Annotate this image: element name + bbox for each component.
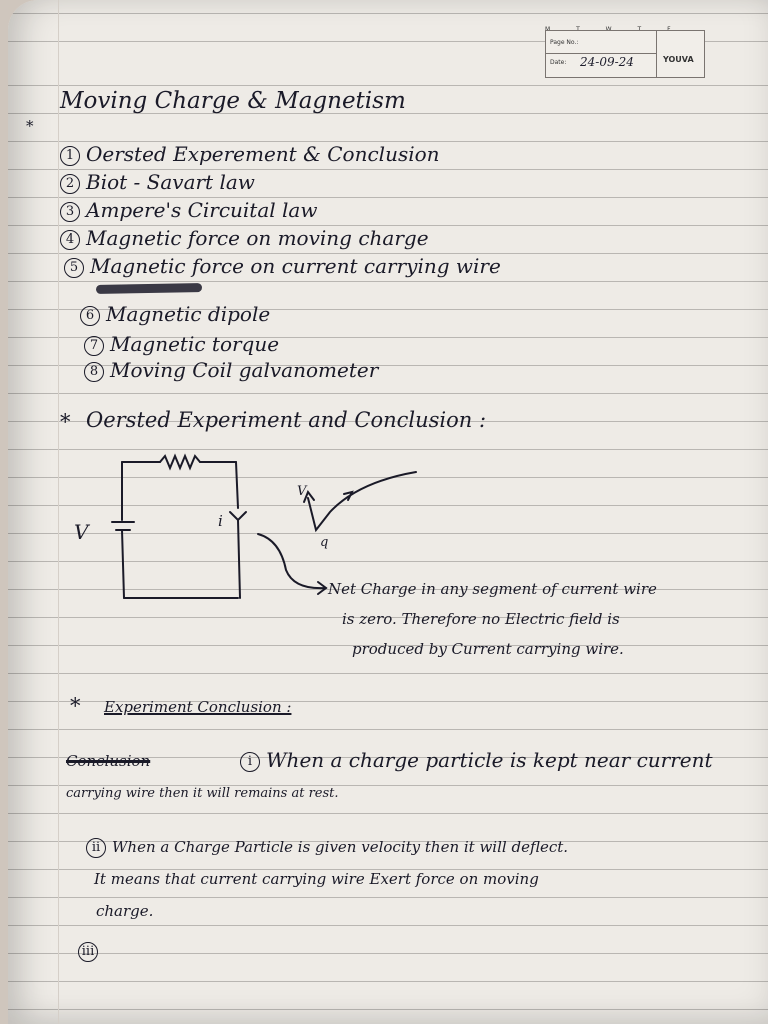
section-heading-oersted: Oersted Experiment and Conclusion : [86, 408, 487, 432]
charge-label: q [320, 535, 329, 550]
point-text-continued: charge. [96, 902, 154, 920]
topic-text: Magnetic force on current carrying wire [90, 254, 501, 278]
topic-number: 8 [84, 362, 104, 382]
section-bullet: * [60, 410, 71, 434]
topic-number: 2 [60, 174, 80, 194]
section-heading-conclusion: Experiment Conclusion : [104, 698, 292, 716]
topic-text: Biot - Savart law [86, 170, 255, 194]
topic-number: 3 [60, 202, 80, 222]
topic-text: Magnetic force on moving charge [86, 226, 429, 250]
title-bullet: * [26, 117, 34, 135]
page-no-label: Page No.: [550, 39, 579, 46]
point-number: ii [86, 838, 106, 858]
note-line: produced by Current carrying wire. [352, 640, 624, 658]
conclusion-point [78, 942, 104, 962]
current-label: i [218, 512, 223, 530]
point-text: When a charge particle is kept near current [266, 748, 713, 772]
conclusion-point [240, 748, 713, 772]
topic-text: Ampere's Circuital law [86, 198, 318, 222]
brand-logo: YOUVA [663, 55, 694, 64]
date-value: 24-09-24 [580, 55, 634, 69]
struck-word: Conclusion [66, 752, 151, 770]
notebook-page [8, 0, 768, 1024]
topic-number: 4 [60, 230, 80, 250]
topic-number: 6 [80, 306, 100, 326]
date-label: Date: [550, 59, 567, 66]
topic-text: Magnetic torque [110, 332, 280, 356]
page-title: Moving Charge & Magnetism [60, 88, 406, 114]
velocity-label: V [297, 484, 307, 499]
topic-number: 5 [64, 258, 84, 278]
topic-number: 7 [84, 336, 104, 356]
voltage-label: V [74, 520, 89, 544]
topic-text: Oersted Experement & Conclusion [86, 142, 440, 166]
point-text-continued: It means that current carrying wire Exert force on moving [94, 870, 539, 888]
topic-text: Moving Coil galvanometer [110, 358, 379, 382]
topic-number: 1 [60, 146, 80, 166]
note-line: Net Charge in any segment of current wire [328, 580, 657, 598]
point-number: iii [78, 942, 98, 962]
point-number: i [240, 752, 260, 772]
point-text-continued: carrying wire then it will remains at rest. [66, 786, 339, 801]
note-line: is zero. Therefore no Electric field is [342, 610, 620, 628]
topic-text: Magnetic dipole [106, 302, 271, 326]
section-bullet: * [70, 694, 81, 718]
point-text: When a Charge Particle is given velocity then it will deflect. [112, 838, 569, 856]
conclusion-point [86, 838, 568, 858]
